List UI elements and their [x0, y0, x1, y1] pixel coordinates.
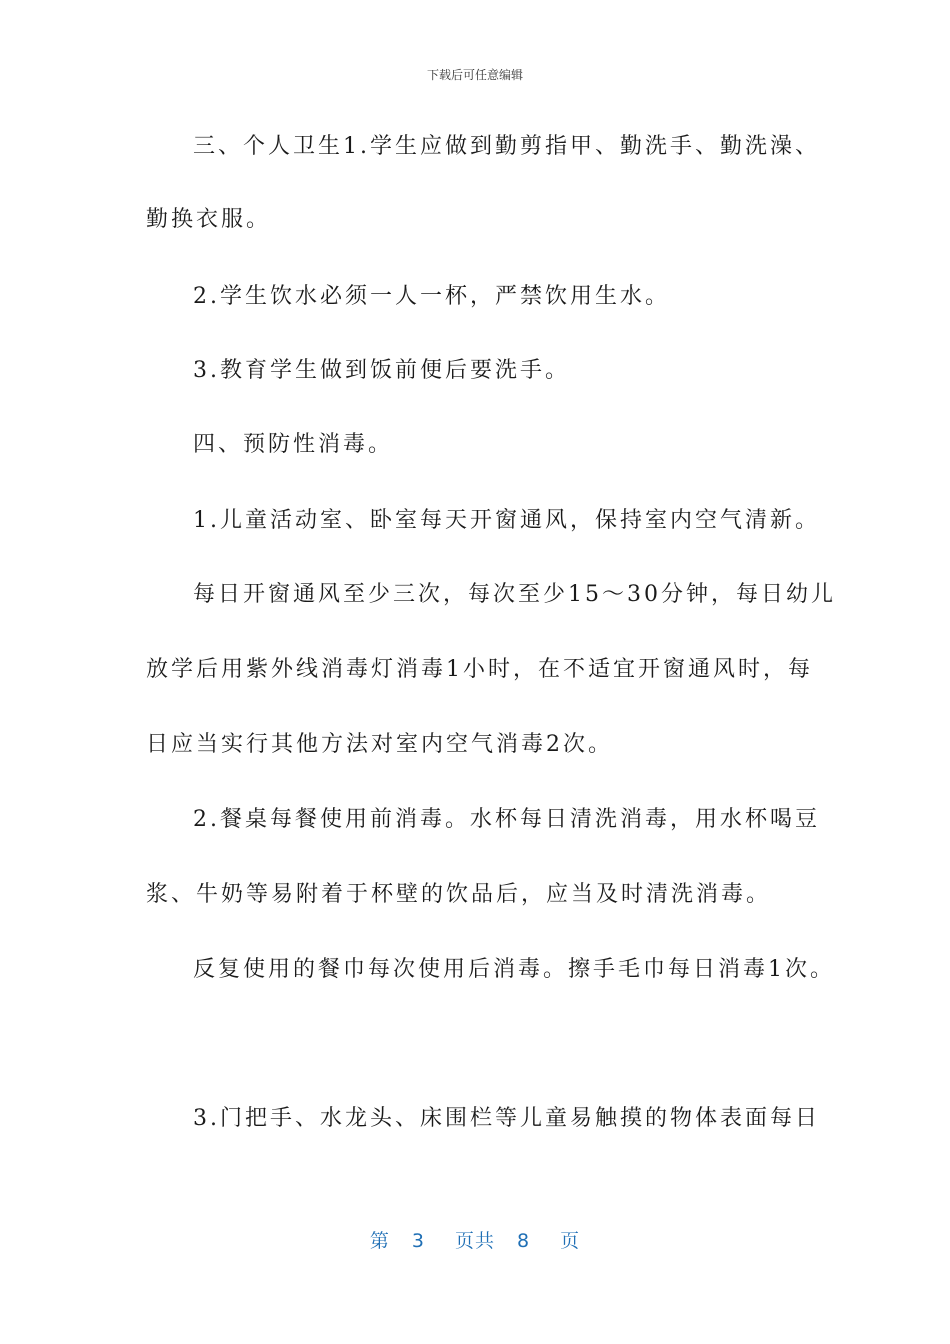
total-pages-number: 8	[517, 1230, 531, 1252]
paragraph-line: 每日开窗通风至少三次，每次至少15〜30分钟，每日幼儿	[193, 582, 836, 607]
footer-suffix: 页	[560, 1230, 581, 1252]
header-note: 下载后可任意编辑	[426, 68, 523, 82]
footer-prefix: 第	[369, 1230, 390, 1252]
paragraph-line: 勤换衣服。	[146, 207, 272, 232]
current-page-number: 3	[411, 1230, 425, 1252]
paragraph-line: 3.教育学生做到饭前便后要洗手。	[193, 358, 570, 383]
paragraph-line: 日应当实行其他方法对室内空气消毒2次。	[146, 732, 613, 757]
paragraph-line: 放学后用紫外线消毒灯消毒1小时，在不适宜开窗通风时，每	[146, 657, 813, 682]
paragraph-line: 四、预防性消毒。	[193, 432, 394, 457]
footer-middle: 页共	[454, 1230, 495, 1252]
paragraph-line: 1.儿童活动室、卧室每天开窗通风，保持室内空气清新。	[193, 508, 820, 533]
paragraph-line: 三、个人卫生1.学生应做到勤剪指甲、勤洗手、勤洗澡、	[193, 134, 820, 159]
paragraph-line: 2.餐桌每餐使用前消毒。水杯每日清洗消毒，用水杯喝豆	[193, 807, 820, 832]
paragraph-line: 3.门把手、水龙头、床围栏等儿童易触摸的物体表面每日	[193, 1106, 820, 1131]
paragraph-line: 2.学生饮水必须一人一杯，严禁饮用生水。	[193, 284, 670, 309]
paragraph-line: 浆、牛奶等易附着于杯壁的饮品后，应当及时清洗消毒。	[146, 882, 772, 907]
page-number-footer	[0, 1226, 950, 1253]
paragraph-line: 反复使用的餐巾每次使用后消毒。擦手毛巾每日消毒1次。	[193, 957, 835, 982]
